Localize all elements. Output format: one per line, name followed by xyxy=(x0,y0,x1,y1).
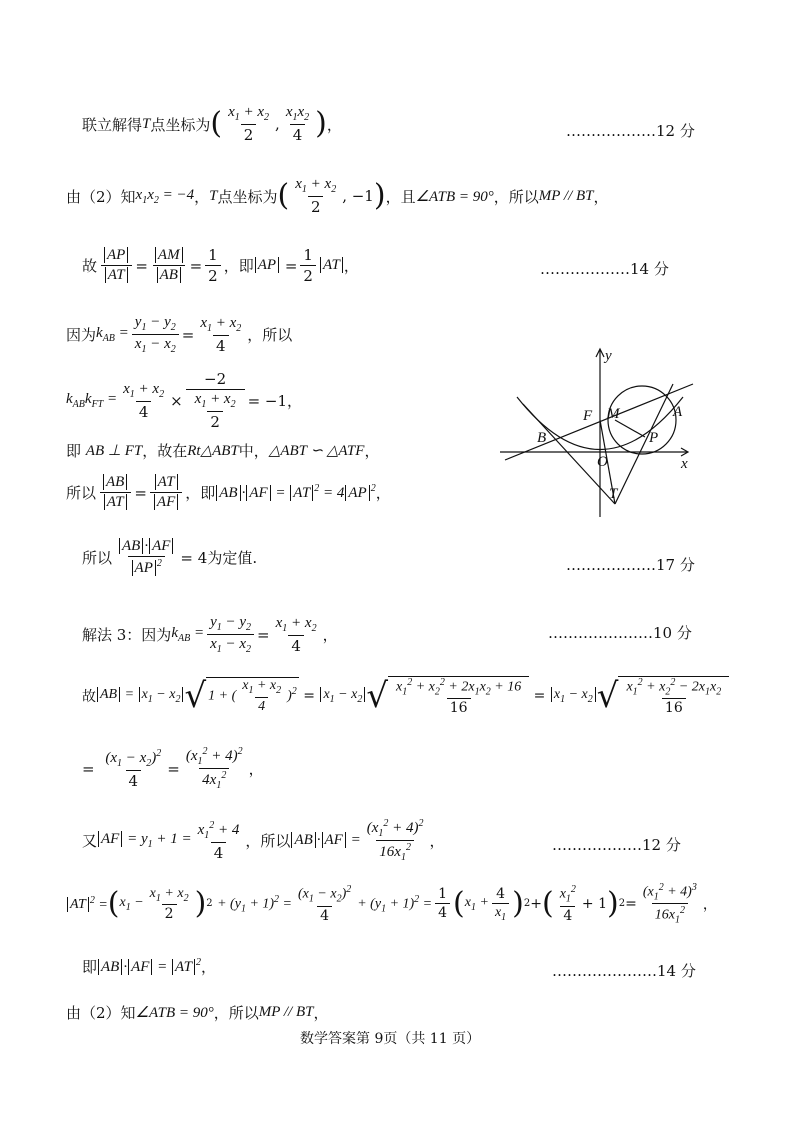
line-ab xyxy=(505,384,693,460)
score-12b: ………………12 分 xyxy=(552,836,681,854)
line-equal: 即 AB · AF = AT $^2$ ， xyxy=(82,957,217,976)
label-p: P xyxy=(649,430,659,446)
fraction: $\frac{AB}{AT}$ xyxy=(99,474,131,511)
fraction: $\frac{AM}{AB}$ xyxy=(151,247,187,284)
line-ab-simplified: = $\frac{(x_1 - x_2)^2}{4}$ = $\frac{(x_1^2 + 4)^2}{4x_1^2}$ ， xyxy=(82,746,264,791)
line-af-length: 又 AF = $y_1 + 1$ = $\frac{x_1^2 + 4}{4}$ ，所以 AB · AF = $\frac{(x_1^2 + 4)^2}{16x_1^2}$ ， xyxy=(82,818,445,863)
label-t: T xyxy=(609,486,618,502)
page-footer: 数学答案第 9页（共 11 页） xyxy=(300,1031,481,1047)
label-f: F xyxy=(583,408,593,424)
label-b: B xyxy=(537,430,547,446)
fraction: $\frac{(x_1^2 + 4)^2}{4x_1^2}$ xyxy=(185,746,243,791)
line-similar-ratio: 所以 $\frac{AB}{AT}$ = $\frac{AT}{AF}$ ，即 AB · AF = AT $^2$ = 4 AP $^2$ ， xyxy=(66,474,391,510)
score-14b: …………………14 分 xyxy=(552,962,696,980)
score-14: ………………14 分 xyxy=(540,260,669,278)
fraction: $\frac{(x_1^2 + 4)^2}{16x_1^2}$ xyxy=(366,818,424,863)
fraction: $\frac{x_1 + x_2}{4}$ xyxy=(123,380,165,421)
fraction: $\frac{x_1 + x_2}{2}$ xyxy=(228,104,270,144)
fraction: $\frac{x_1 + x_2}{4}$ xyxy=(275,614,317,655)
label-y: y xyxy=(605,348,612,364)
line-method3: 解法 3：因为 $k_{AB}$ = $\frac{y_1 - y_2}{x_1 - x_2}$ = $\frac{x_1 + x_2}{4}$ ， xyxy=(82,614,338,655)
line-t-coordinates: 联立解得 T 点坐标为 ( $\frac{x_1 + x_2}{2}$ , $\frac{x_1x_2}{4}$ ) ， xyxy=(82,104,342,144)
fraction: $\frac{(x_1 - x_2)^2}{4}$ xyxy=(105,747,162,790)
label-x: x xyxy=(681,456,688,472)
label-a: A xyxy=(673,404,683,420)
line-perpendicular: 即 AB ⊥ FT ，故在 Rt△ABT 中， △ABT ∽ △ATF ， xyxy=(66,442,380,460)
fraction: $\frac{AT}{AF}$ xyxy=(150,474,182,511)
fraction: $\frac{x_1^2 + 4}{4}$ xyxy=(197,819,240,862)
line-ratio: 故 $\frac{AP}{AT}$ = $\frac{AM}{AB}$ = $\frac{1}{2}$ ，即 AP = $\frac{1}{2}$ AT ， xyxy=(82,246,359,285)
score-12: ………………12 分 xyxy=(566,122,695,140)
label-m: M xyxy=(607,406,620,422)
fraction: $\frac{-2}{\frac{x_1 + x_2}{2}}$ xyxy=(186,370,245,431)
fraction: $\frac{1}{2}$ xyxy=(205,246,221,285)
tangent-at-a xyxy=(615,384,673,504)
score-17: ………………17 分 xyxy=(566,556,695,574)
fraction: $\frac{AP}{AT}$ xyxy=(100,247,132,284)
fraction: $\frac{y_1 - y_2}{x_1 - x_2}$ xyxy=(207,614,254,655)
score-10: …………………10 分 xyxy=(548,624,692,642)
line-at-squared: AT $^2$ = ( $x_1$ − $\frac{x_1 + x_2}{2}$ ) 2 + $(y_1 + 1)^2$ = $\frac{(x_1 - x_2)^2}{4}$ + $(y_1 + 1)^2$ = $\frac{1}{4}$ ( $x_1$ + $\frac{4}{x_1}$ ) 2 + ( $\frac{x_1^2}{4}$ + 1 ) 2 = $\frac{(x_1^2 + 4)^3}{16x_1^2}$ ， xyxy=(66,882,717,926)
line-ab-length: 故 AB = $x_1 - x_2$ √ 1 + ( $\frac{x_1 + x_2}{4}$ )$^2$ = $x_1 - x_2$ √ $\frac{x_1^2 + x_2^2 + 2x_1x_2 + 16}{16}$ = $x_1 - x_2$ √ $\frac{x_1^2 + x_2^2 - 2x_1x_2}{16}$ xyxy=(82,676,729,716)
line-slope-product: $k_{AB}k_{FT}$ = $\frac{x_1 + x_2}{4}$ × $\frac{-2}{\frac{x_1 + x_2}{2}}$ = −1， xyxy=(66,370,303,431)
fraction: $\frac{x_1 + x_2}{2}$ xyxy=(295,176,337,216)
line-parallel: 由（2）知 ∠ATB = 90° ，所以 MP // BT ， xyxy=(66,1004,329,1022)
line-slope-ab: 因为 $k_{AB}$ = $\frac{y_1 - y_2}{x_1 - x_2}$ = $\frac{x_1 + x_2}{4}$ ，所以 xyxy=(66,314,293,355)
segment-mp xyxy=(615,420,645,437)
label-o: O xyxy=(597,454,608,470)
line-known-x1x2: 由（2）知 $x_1x_2 = -4$ ， T 点坐标为 ( $\frac{x_1 + x_2}{2}$ , −1 ) ，且 ∠ATB = 90° ，所以 MP // BT ， xyxy=(66,176,609,216)
fraction: $\frac{AB \cdot AF}{AP ^2}$ xyxy=(115,538,177,577)
fraction: $\frac{1}{2}$ xyxy=(300,246,316,285)
geometry-figure xyxy=(495,342,705,522)
fraction: $\frac{x_1 + x_2}{4}$ xyxy=(200,314,242,355)
fraction: $\frac{x_1x_2}{4}$ xyxy=(285,104,310,144)
line-constant: 所以 $\frac{AB \cdot AF}{AP ^2}$ = 4 为定值. xyxy=(82,538,258,576)
fraction: $\frac{y_1 - y_2}{x_1 - x_2}$ xyxy=(132,314,179,355)
